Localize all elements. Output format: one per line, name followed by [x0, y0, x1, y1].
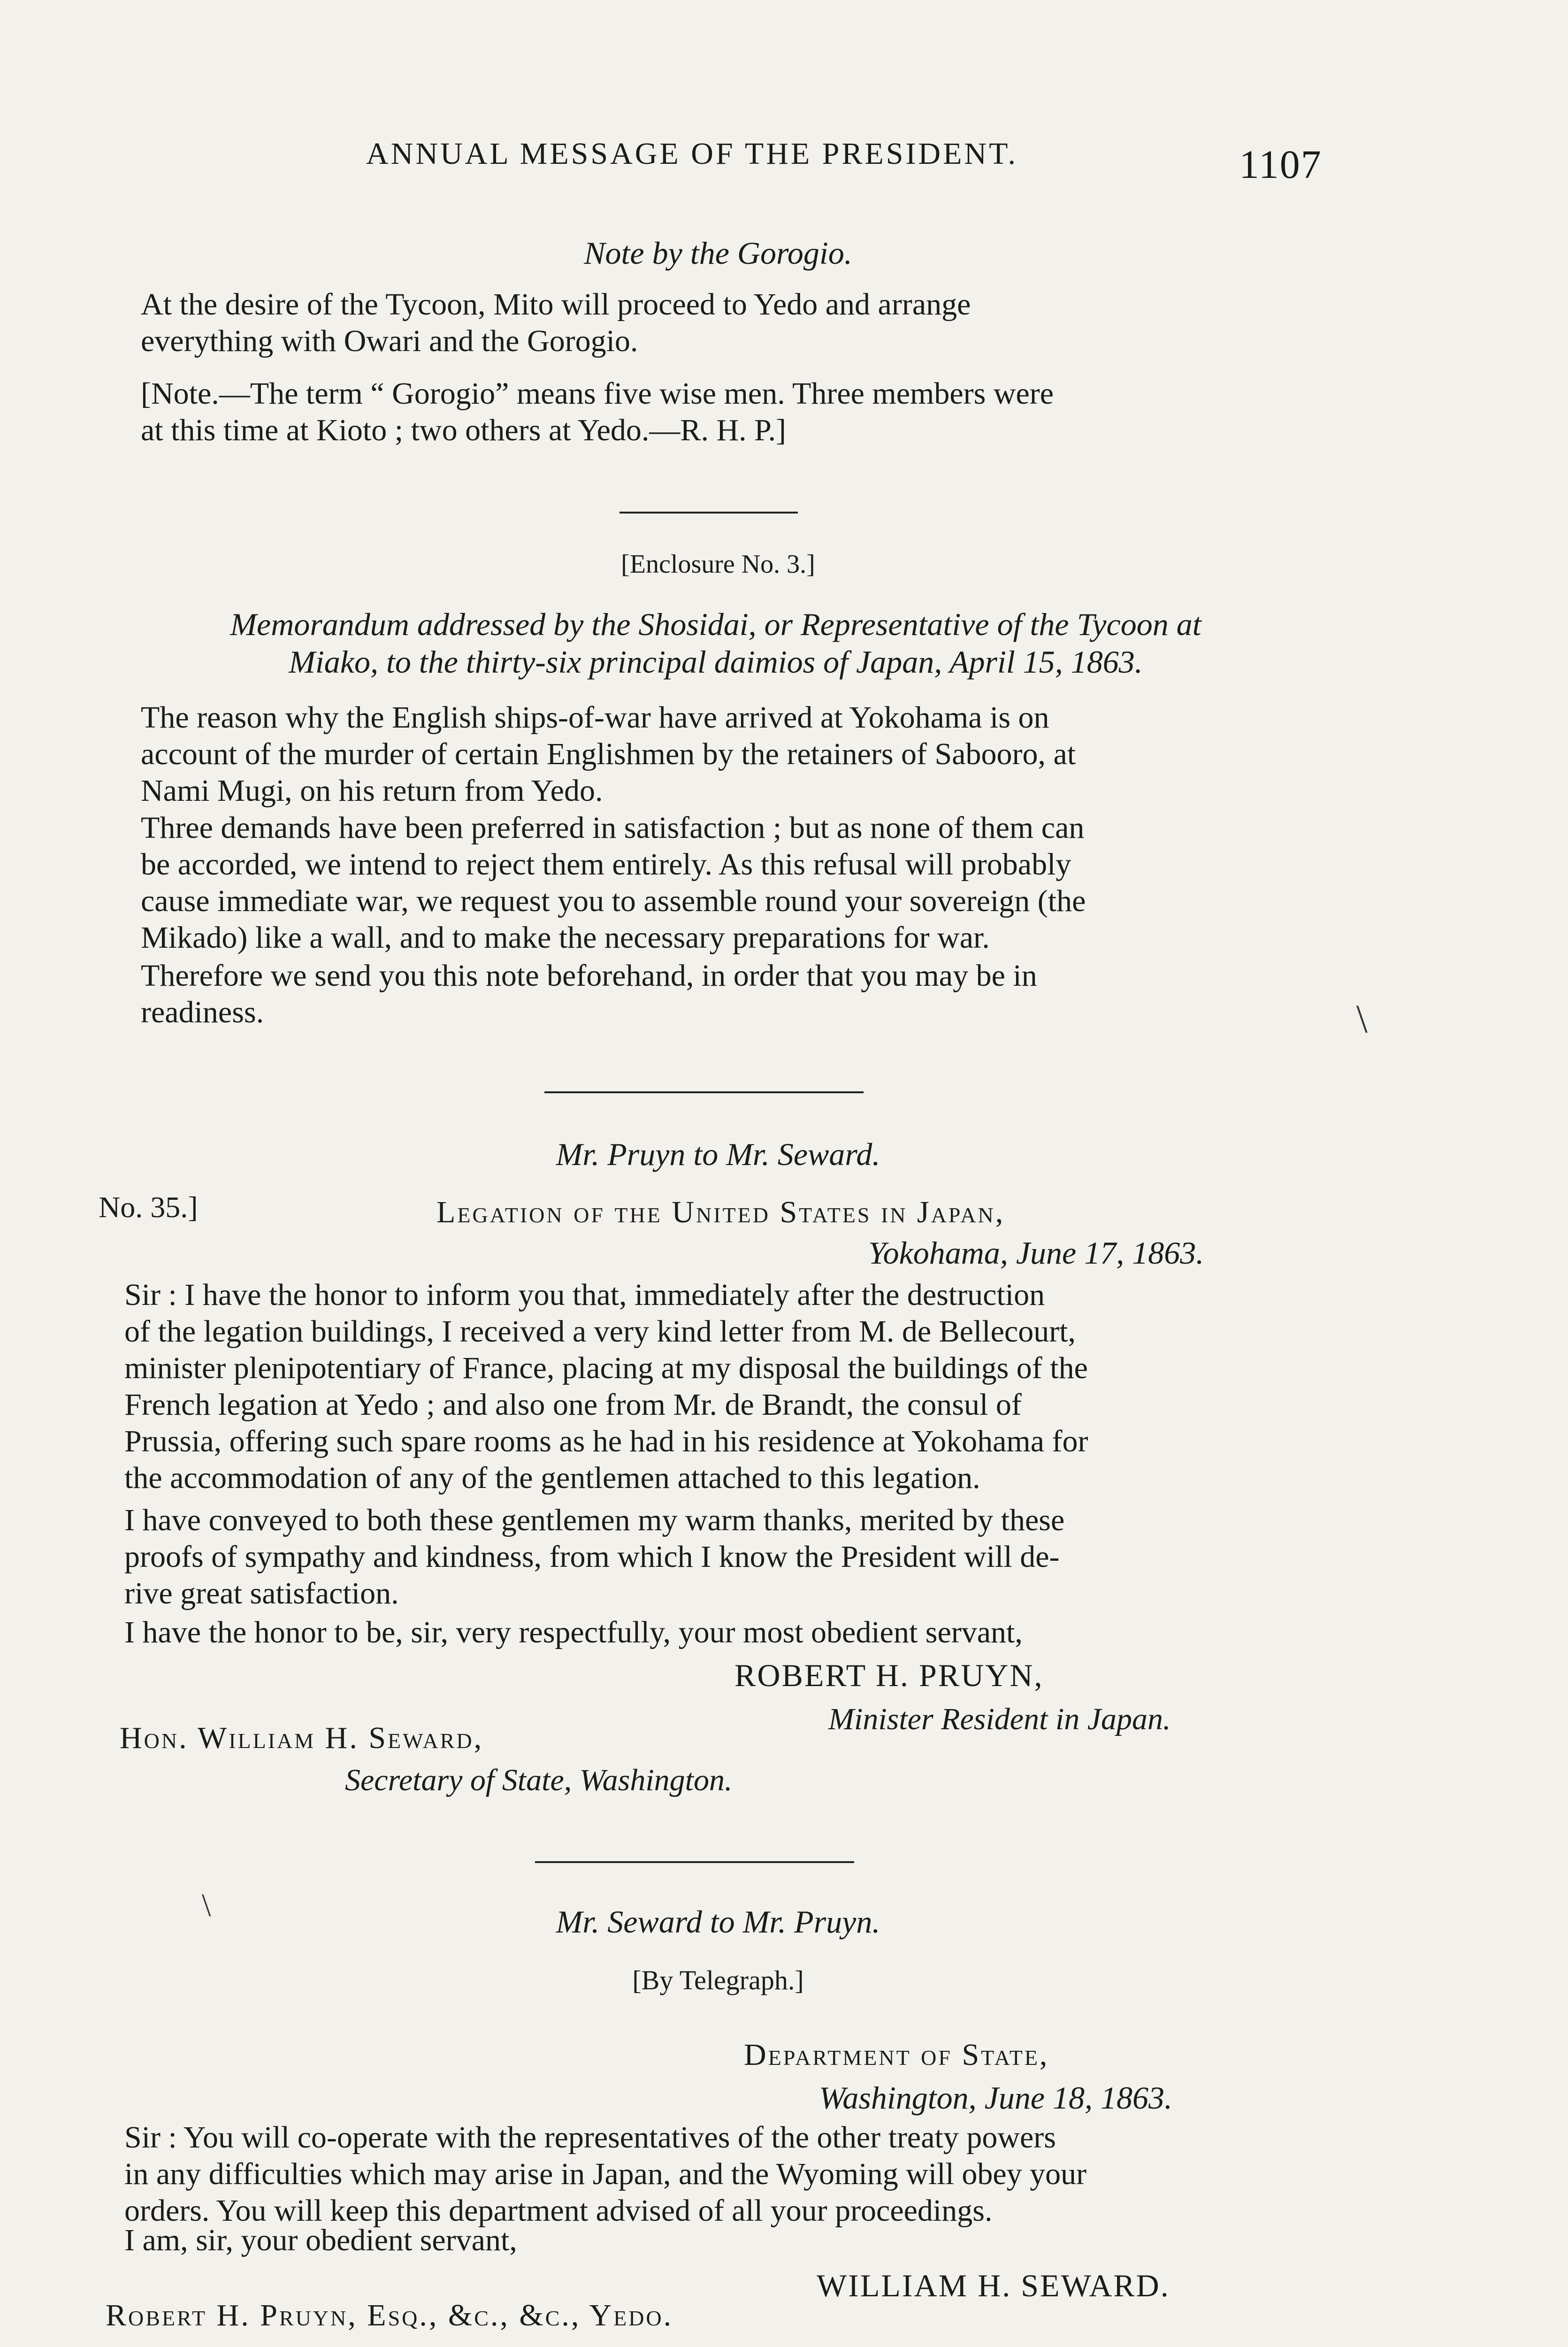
letter-2-date: Washington, June 18, 1863. — [819, 2080, 1173, 2116]
scan-mark: \ — [1356, 996, 1368, 1041]
letter-1-addressee-title: Secretary of State, Washington. — [345, 1763, 733, 1797]
section-divider — [620, 512, 798, 514]
section-divider — [544, 1091, 864, 1093]
letter-1-addressee: Hon. William H. Seward, — [120, 1721, 484, 1755]
letter-1-paragraph-1: Sir : I have the honor to inform you that, immediately after the destruction of the legation buildings, I received a very kind letter from M. de Bellecourt, minister plenipotentiary of France, placing at my disposal the buildings of the French legation at Yedo ; and also one from Mr. de Brandt, the consul of Prussia, offering such spare rooms as he had in his residence at Yokohama for the accommodation of any of the gentlemen attached to this legation. — [124, 1278, 1088, 1495]
letter-1-paragraph-2: I have conveyed to both these gentlemen my warm thanks, merited by these proofs of sympathy and kindness, from which I know the President will de- rive great satisfaction. — [124, 1503, 1065, 1611]
scan-mark: \ — [202, 1887, 211, 1924]
memorandum-paragraph-2: Three demands have been preferred in satisfaction ; but as none of them can be accorded, we intend to reject them entirely. As this refusal will probably cause immediate war, we request you to assemble round your sovereign (the Mikado) like a wall, and to make the necessary preparations for war. — [141, 811, 1086, 955]
page-number: 1107 — [1239, 142, 1322, 187]
letter-1-signature: ROBERT H. PRUYN, — [734, 1657, 1044, 1693]
section-divider — [535, 1861, 854, 1863]
letter-2-via: [By Telegraph.] — [632, 1965, 804, 1995]
enclosure-label: [Enclosure No. 3.] — [621, 550, 815, 579]
letter-2-paragraph-1: Sir : You will co-operate with the representatives of the other treaty powers in any difficulties which may arise in Japan, and the Wyoming will obey your orders. You will keep this department advised of all your proceedings. — [124, 2120, 1087, 2228]
note-paragraph-1: At the desire of the Tycoon, Mito will proceed to Yedo and arrange everything with Owari and the Gorogio. — [141, 287, 971, 358]
letter-2-place: Department of State, — [744, 2038, 1049, 2072]
note-title: Note by the Gorogio. — [584, 235, 852, 271]
despatch-number: No. 35.] — [99, 1190, 198, 1224]
letter-1-closing: I have the honor to be, sir, very respectfully, your most obedient servant, — [124, 1615, 1023, 1649]
letter-1-title: Mr. Pruyn to Mr. Seward. — [556, 1136, 880, 1172]
memorandum-title: Memorandum addressed by the Shosidai, or Representative of the Tycoon at Miako, to the thirty-six principal daimios of Japan, April 15, 1863. — [230, 606, 1201, 680]
note-paragraph-2: [Note.—The term “ Gorogio” means five wise men. Three members were at this time at Kioto ; two others at Yedo.—R. H. P.] — [141, 376, 1054, 447]
letter-1-place: Legation of the United States in Japan, — [436, 1195, 1005, 1229]
letter-2-title: Mr. Seward to Mr. Pruyn. — [556, 1904, 880, 1940]
letter-2-signature: WILLIAM H. SEWARD. — [817, 2268, 1170, 2303]
letter-2-addressee: Robert H. Pruyn, Esq., &c., &c., Yedo. — [106, 2298, 673, 2332]
memorandum-paragraph-1: The reason why the English ships-of-war have arrived at Yokohama is on account of the murder of certain Englishmen by the retainers of Sabooro, at Nami Mugi, on his return from Yedo. — [141, 700, 1076, 808]
running-header: ANNUAL MESSAGE OF THE PRESIDENT. — [366, 137, 1018, 171]
letter-1-signature-title: Minister Resident in Japan. — [828, 1702, 1171, 1736]
letter-2-closing: I am, sir, your obedient servant, — [124, 2223, 517, 2257]
memorandum-paragraph-3: Therefore we send you this note beforehand, in order that you may be in readiness. — [141, 959, 1037, 1029]
letter-1-date: Yokohama, June 17, 1863. — [868, 1235, 1204, 1271]
